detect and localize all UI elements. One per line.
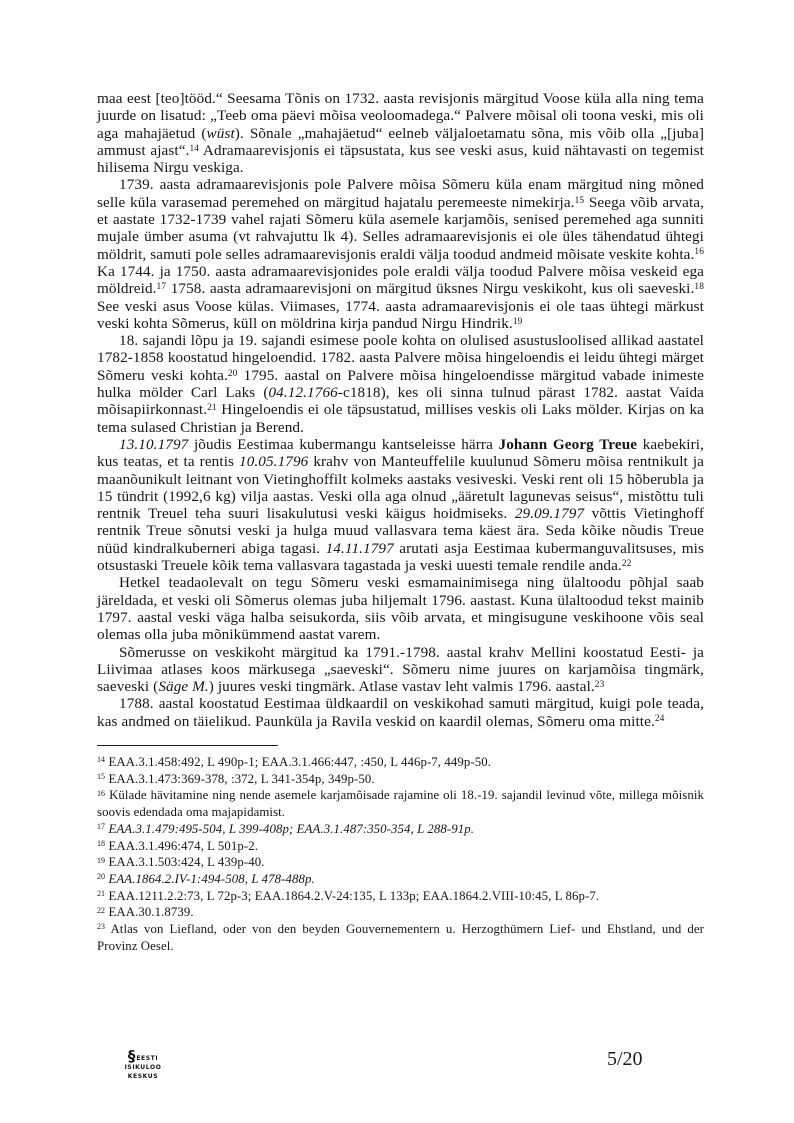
text-segment: Hetkel teadaolevalt on tegu Sõmeru veski esmamainimisega ning ülaltoodu põhjal saab järeldada, et veski oli Sõmerus olemas juba hiljemalt 1796. aastast. Kuna ülaltoodud tekst mainib 1797. aastal veski väga halba seisukorda, siis võib arvata, et mingisugune veskihoone võis seal olemas olla juba mõnikümmend aastat varem.	[97, 574, 704, 644]
footnote	[97, 754, 704, 771]
org-logo	[116, 1049, 170, 1081]
paragraph	[97, 332, 704, 436]
text-segment: arutati asja Eestimaa kubermanguvalitsuses, mis otsustaski Treuele kõik tema vallasvara tagastada ja veski uuesti temale rendile anda.	[97, 539, 704, 575]
text-segment: 18. sajandi lõpu ja 19. sajandi esimese poole kohta on olulised asustusloolised allikad aastatel 1782-1858 koostatud hingeloendid. 1782. aasta Palvere mõisa hingeloendis ei leidu ühtegi märget Sõmeru veski kohta.	[97, 332, 704, 384]
text-segment: Atlas von Liefland, oder von den beyden Gouvernementern u. Herzogthümern Lief- und Ehstland, und der Provinz Oesel.	[97, 922, 705, 953]
paragraph	[97, 695, 704, 730]
text-segment: 1739. aasta adramaarevisjonis pole Palvere mõisa Sõmeru küla enam märgitud ning mõned selle küla varasemad peremehed on märgitud hajatalu peremeeste nimekirja.	[97, 176, 704, 211]
text-segment: 1795. aastal on Palvere mõisa hingeloendisse märgitud vabade inimeste hulka mölder Carl Laks (	[97, 366, 704, 402]
footnote-marker: 19	[512, 316, 523, 327]
footnote-marker: 21	[207, 403, 217, 414]
footnote-number: 17	[97, 822, 106, 832]
text-segment: -c1818), kes oli sinna tulnud pärast 1782. aastat Vaida mõisapiirkonnast.	[97, 384, 704, 419]
text-segment: kaebekiri, kus teatas, et ta rentis	[97, 435, 705, 471]
text-segment: 13.10.1797	[119, 435, 189, 453]
text-segment: 1788. aastal koostatud Eestimaa üldkaardil on veskikohad samuti märgitud, kuigi pole teada, kas andmed on täielikud. Paunküla ja Ravila veskid on kaardil olemas, Sõmeru oma mitte.	[97, 695, 704, 730]
footnote-number: 22	[97, 905, 106, 915]
text-segment: maa eest [teo]tööd.“ Seesama Tõnis on 1732. aasta revisjonis märgitud Voose küla alla ning tema juurde on lisatud: „Teeb oma päevi mõisa veoloomadega.“ Palvere mõisal oli toona veski, mis oli aga mahajäetud (	[97, 90, 704, 142]
footnote-marker: 23	[594, 679, 605, 690]
paragraph	[97, 176, 704, 332]
footnote-marker: 18	[694, 282, 704, 293]
footnote	[97, 921, 704, 954]
footnote-number: 16	[97, 788, 106, 798]
text-segment: 10.05.1796	[239, 453, 309, 471]
paragraph	[97, 436, 704, 574]
footnote	[97, 771, 704, 788]
paragraph	[97, 644, 704, 696]
text-segment: wüst	[206, 124, 235, 142]
footnotes-section	[97, 754, 704, 954]
text-segment: See veski asus Voose külas. Viimases, 1774. aasta adramaarevisjonis ei ole taas ühtegi märkust veski kohta Sõmerus, küll on möldrina kirja pandud Nirgu Hindrik.	[97, 297, 704, 332]
logo-text-line-2: ISIKULOO	[124, 1064, 162, 1071]
footnote-number: 20	[97, 872, 106, 882]
text-segment: Adramaarevisjonis ei täpsustata, kus see veski asus, kuid nähtavasti on tegemist hilisema Nirgu veskiga.	[97, 141, 704, 177]
text-segment: EAA.3.1.503:424, L 439p-40.	[108, 855, 265, 870]
text-segment: Seega võib arvata, et aastate 1732-1739 vahel rajati Sõmeru küla asemele karjamõis, senised peremehed aga sunniti mujale ümber asuma (vt rahvajuttu lk 4). Selles adramaarevisjonis ei ole üles tähendatud ühtegi möldrit, samuti pole selles adramaarevisjonis eraldi välja toodud andmeid mõisate veskite kohta.	[97, 193, 705, 263]
text-segment: EAA.3.1.496:474, L 501p-2.	[108, 838, 259, 853]
footnote	[97, 821, 704, 838]
text-segment: 04.12.1766	[268, 384, 338, 402]
text-segment: Hingeloendis ei ole täpsustatud, millises veskis oli Laks mölder. Kirjas on ka tema sulased Christian ja Berend.	[97, 401, 704, 436]
text-segment: ) juures veski tingmärk. Atlase vastav leht valmis 1796. aastal.	[208, 678, 595, 696]
body-text	[97, 90, 704, 730]
footnote-number: 18	[97, 838, 106, 848]
footnote-number: 15	[97, 772, 106, 782]
footnote	[97, 854, 704, 871]
footnote-marker: 22	[621, 558, 632, 569]
logo-top-row	[116, 1049, 170, 1063]
footnote-separator	[97, 745, 278, 746]
text-segment: 14.11.1797	[325, 539, 394, 557]
footnote	[97, 787, 704, 820]
text-segment: EAA.1211.2.2:73, L 72p-3; EAA.1864.2.V-24:135, L 133p; EAA.1864.2.VIII-10:45, L 86p-7.	[108, 888, 600, 903]
footnote-number: 19	[97, 855, 106, 865]
text-segment: EAA.3.1.473:369-378, :372, L 341-354p, 349p-50.	[108, 771, 375, 786]
text-segment: EAA.30.1.8739.	[108, 905, 194, 920]
footnote	[97, 888, 704, 905]
footnote-marker: 17	[156, 282, 167, 293]
footnote-number: 23	[97, 922, 106, 932]
text-segment: ). Sõnale „mahajäetud“ eelneb väljaloetamatu sõna, mis võib olla „[juba] ammust ajast“.	[97, 124, 704, 159]
footnote-marker: 20	[227, 368, 238, 379]
text-segment: võttis Vietinghoff rentnik Treue sõnutsi veski ja hulga muud vallasvara tema käest ära. Seda kõike nõudis Treue nüüd kindralkuberneri abiga tagasi.	[97, 505, 704, 557]
section-sign-icon: §	[127, 1047, 136, 1065]
page-number: 5/20	[607, 1048, 643, 1070]
logo-text-line-3: KESKUS	[127, 1073, 159, 1080]
text-segment: 29.09.1797	[514, 505, 585, 523]
footnote	[97, 838, 704, 855]
text-segment: 1758. aasta adramaarevisjoni on märgitud üksnes Nirgu veskikoht, kus oli saeveski.	[166, 280, 695, 298]
text-segment: Sõmerusse on veskikoht märgitud ka 1791.-1798. aastal krahv Mellini koostatud Eesti- ja Liivimaa atlases koos märkusega „saeveski“. Sõmeru nime juures on karjamõisa tingmärk, saeveski (	[97, 643, 704, 696]
text-segment: EAA.3.1.458:492, L 490p-1; EAA.3.1.466:447, :450, L 446p-7, 449p-50.	[108, 754, 492, 769]
text-segment: Johann Georg Treue	[498, 435, 638, 453]
footnote-marker: 16	[694, 247, 704, 258]
text-segment: Külade hävitamine ning nende asemele karjamõisade rajamine oli 18.-19. sajandil levinud võte, millega mõisnik soovis edendada oma majapidamist.	[97, 788, 704, 820]
footnote	[97, 871, 704, 888]
footnote	[97, 904, 704, 921]
text-segment: Ka 1744. ja 1750. aasta adramaarevisjonides pole eraldi välja toodud Palvere mõisa veskeid ega möldreid.	[97, 262, 704, 298]
footnote-marker: 14	[189, 143, 200, 154]
logo-text-line-1: EESTI	[136, 1055, 159, 1062]
text-segment: Säge M.	[158, 678, 209, 696]
text-segment: jõudis Eestimaa kubermangu kantseleisse härra	[188, 435, 499, 453]
footnote-number: 14	[97, 755, 106, 765]
footnote-number: 21	[97, 889, 106, 899]
footnote-marker: 15	[574, 195, 585, 206]
text-segment: EAA.1864.2.IV-1:494-508, L 478-488p.	[108, 871, 315, 886]
page-content	[97, 90, 704, 954]
paragraph	[97, 574, 704, 643]
footnote-marker: 24	[654, 714, 665, 725]
text-segment: krahv von Manteuffelile kuulunud Sõmeru mõisa rentnikult ja maanõunikult leitnant von Vietinghoffilt kolmeks aastaks vesiveski. Veski rent oli 15 hõberubla ja 15 tündrit (1992,6 kg) vilja aastas. Veski olla aga olnud „ääretult lagunevas seisus“, mistõttu tuli rentnik Treuel teha suuri lisakulutusi veski käigus hoidmiseks.	[97, 453, 704, 523]
text-segment: EAA.3.1.479:495-504, L 399-408p; EAA.3.1.487:350-354, L 288-91p.	[108, 821, 475, 836]
paragraph	[97, 90, 704, 176]
